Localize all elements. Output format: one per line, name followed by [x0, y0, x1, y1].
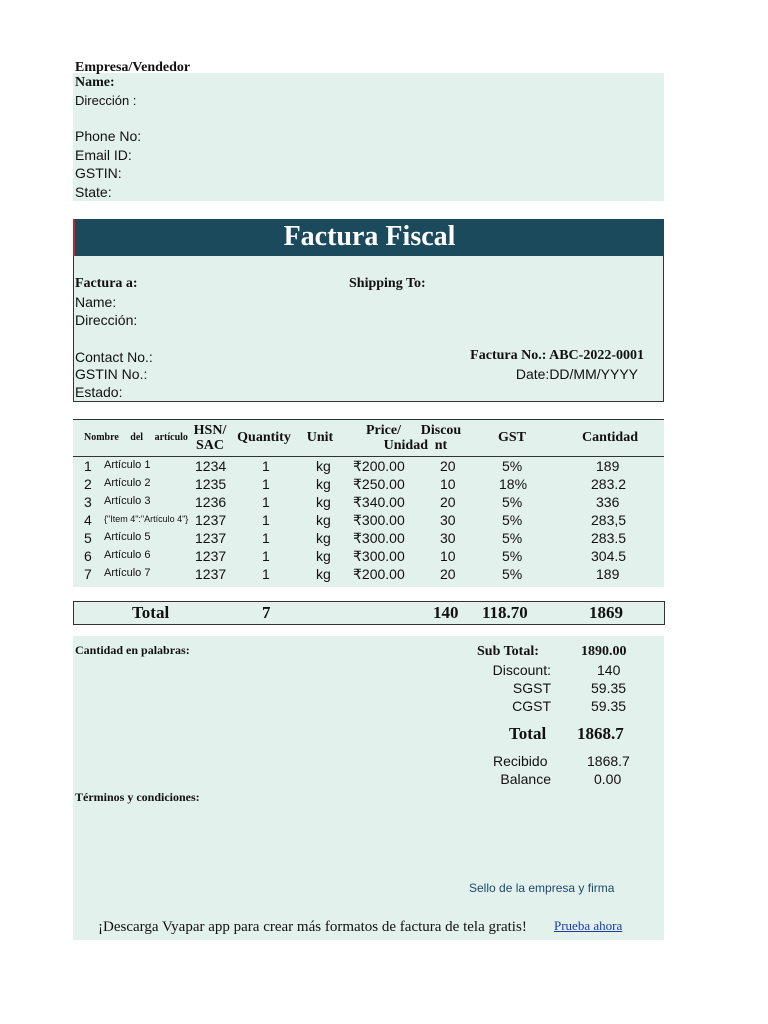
row-number: 4 [84, 512, 92, 528]
item-price: ₹200.00 [353, 566, 405, 582]
col-header-discount-line1: Discou [420, 423, 462, 438]
item-hsn: 1237 [195, 548, 227, 564]
seller-panel [73, 73, 664, 201]
col-header-price-line2: Unidad [383, 438, 428, 453]
item-qty: 1 [262, 530, 270, 546]
billto-heading: Factura a: [75, 276, 138, 291]
item-amount: 189 [596, 566, 620, 582]
seller-email-label: Email ID: [75, 147, 132, 163]
table-row [0, 512, 768, 530]
balance-label: Balance [500, 771, 551, 787]
sgst-label: SGST [512, 680, 551, 696]
item-name: Artículo 7 [104, 567, 151, 579]
row-number: 3 [84, 494, 92, 510]
total-amount: 1869 [589, 603, 623, 622]
item-discount: 20 [440, 566, 456, 582]
table-row [0, 548, 768, 566]
seller-phone-label: Phone No: [75, 128, 142, 144]
total-discount: 140 [433, 603, 459, 622]
col-header-hsn-line1: HSN/ [193, 423, 227, 438]
grand-total-value: 1868.7 [577, 724, 624, 743]
col-header-gst: GST [497, 430, 526, 445]
item-discount: 30 [440, 530, 456, 546]
item-price: ₹300.00 [353, 530, 405, 546]
item-unit: kg [316, 548, 331, 564]
item-discount: 20 [440, 494, 456, 510]
table-row [0, 476, 768, 494]
invoice-number [470, 348, 644, 364]
col-header-price-line1: Price/ [366, 423, 401, 438]
invoice-number-label: Factura No.: [470, 348, 547, 363]
item-qty: 1 [262, 494, 270, 510]
col-header-unit: Unit [306, 430, 334, 445]
item-price: ₹200.00 [353, 458, 405, 474]
seller-state-label: State: [75, 184, 112, 200]
sgst-value: 59.35 [591, 680, 627, 696]
item-hsn: 1237 [195, 566, 227, 582]
terms-label: Términos y condiciones: [75, 790, 200, 804]
item-discount: 10 [440, 476, 456, 492]
item-name: Artículo 6 [104, 549, 151, 561]
item-unit: kg [316, 476, 331, 492]
col-header-hsn-line2: SAC [195, 438, 224, 453]
row-number: 1 [84, 458, 92, 474]
invoice-title: Factura Fiscal [73, 219, 664, 256]
signature-label: Sello de la empresa y firma [469, 881, 615, 895]
item-price: ₹340.00 [353, 494, 405, 510]
row-number: 6 [84, 548, 92, 564]
table-row [0, 530, 768, 548]
item-qty: 1 [262, 476, 270, 492]
seller-gstin-label: GSTIN: [75, 165, 122, 181]
billto-contact-label: Contact No.: [75, 349, 153, 365]
item-name: Artículo 3 [104, 495, 151, 507]
item-discount: 30 [440, 512, 456, 528]
item-discount: 10 [440, 548, 456, 564]
item-gst: 5% [502, 530, 523, 546]
invoice-number-value: ABC-2022-0001 [549, 348, 644, 363]
billto-state-label: Estado: [75, 384, 123, 400]
item-name: {"Item 4":"Artículo 4"} [104, 514, 189, 524]
col-header-discount [418, 423, 464, 453]
item-gst: 5% [502, 548, 523, 564]
discount-label: Discount: [492, 662, 551, 678]
item-price: ₹300.00 [353, 548, 405, 564]
col-header-discount-line2: nt [434, 438, 448, 453]
shipping-heading: Shipping To: [349, 276, 426, 291]
item-name: Artículo 2 [104, 477, 151, 489]
item-gst: 5% [502, 458, 523, 474]
item-amount: 283.2 [591, 476, 627, 492]
invoice-date: Date:DD/MM/YYYY [515, 366, 638, 382]
item-gst: 18% [499, 476, 528, 492]
row-number: 7 [84, 566, 92, 582]
discount-value: 140 [597, 662, 621, 678]
col-header-amount: Cantidad [581, 430, 639, 445]
total-qty: 7 [262, 603, 271, 622]
received-label: Recibido [493, 753, 548, 769]
row-number: 5 [84, 530, 92, 546]
item-gst: 5% [502, 512, 523, 528]
col-header-hsn [190, 423, 230, 453]
cgst-value: 59.35 [591, 698, 627, 714]
table-header-divider [73, 456, 664, 457]
item-name: Artículo 1 [104, 459, 151, 471]
item-amount: 304.5 [591, 548, 627, 564]
col-header-price [358, 423, 428, 453]
billto-address-label: Dirección: [75, 312, 138, 328]
seller-heading: Empresa/Vendedor [75, 60, 191, 75]
grand-total-label: Total [509, 724, 547, 743]
item-price: ₹300.00 [353, 512, 405, 528]
item-hsn: 1234 [195, 458, 227, 474]
promo-text: ¡Descarga Vyapar app para crear más formatos de factura de tela gratis! [98, 919, 527, 935]
table-row [0, 566, 768, 584]
item-amount: 283,5 [591, 512, 627, 528]
item-unit: kg [316, 530, 331, 546]
item-amount: 283.5 [591, 530, 627, 546]
col-header-qty: Quantity [237, 430, 291, 445]
item-gst: 5% [502, 566, 523, 582]
seller-address-label: Dirección : [75, 93, 137, 108]
total-gst: 118.70 [482, 603, 528, 622]
total-label: Total [132, 603, 170, 622]
item-hsn: 1235 [195, 476, 227, 492]
item-hsn: 1236 [195, 494, 227, 510]
item-name: Artículo 5 [104, 531, 151, 543]
item-price: ₹250.00 [353, 476, 405, 492]
subtotal-value: 1890.00 [581, 644, 627, 659]
item-unit: kg [316, 566, 331, 582]
item-qty: 1 [262, 458, 270, 474]
item-qty: 1 [262, 512, 270, 528]
item-hsn: 1237 [195, 530, 227, 546]
col-header-name: Nombre del artículo [84, 432, 188, 443]
item-amount: 336 [596, 494, 620, 510]
item-qty: 1 [262, 548, 270, 564]
seller-name-label: Name: [75, 75, 115, 90]
item-unit: kg [316, 458, 331, 474]
amount-in-words-label: Cantidad en palabras: [75, 643, 190, 657]
subtotal-label: Sub Total: [477, 644, 539, 659]
item-discount: 20 [440, 458, 456, 474]
try-now-link[interactable]: Prueba ahora [554, 918, 623, 933]
item-unit: kg [316, 512, 331, 528]
table-row [0, 458, 768, 476]
table-row [0, 494, 768, 512]
billto-gstin-label: GSTIN No.: [75, 366, 148, 382]
billto-name-label: Name: [75, 294, 117, 310]
item-gst: 5% [502, 494, 523, 510]
row-number: 2 [84, 476, 92, 492]
item-hsn: 1237 [195, 512, 227, 528]
received-value: 1868.7 [587, 753, 630, 769]
item-amount: 189 [596, 458, 620, 474]
item-qty: 1 [262, 566, 270, 582]
item-unit: kg [316, 494, 331, 510]
cgst-label: CGST [512, 698, 551, 714]
balance-value: 0.00 [594, 771, 622, 787]
